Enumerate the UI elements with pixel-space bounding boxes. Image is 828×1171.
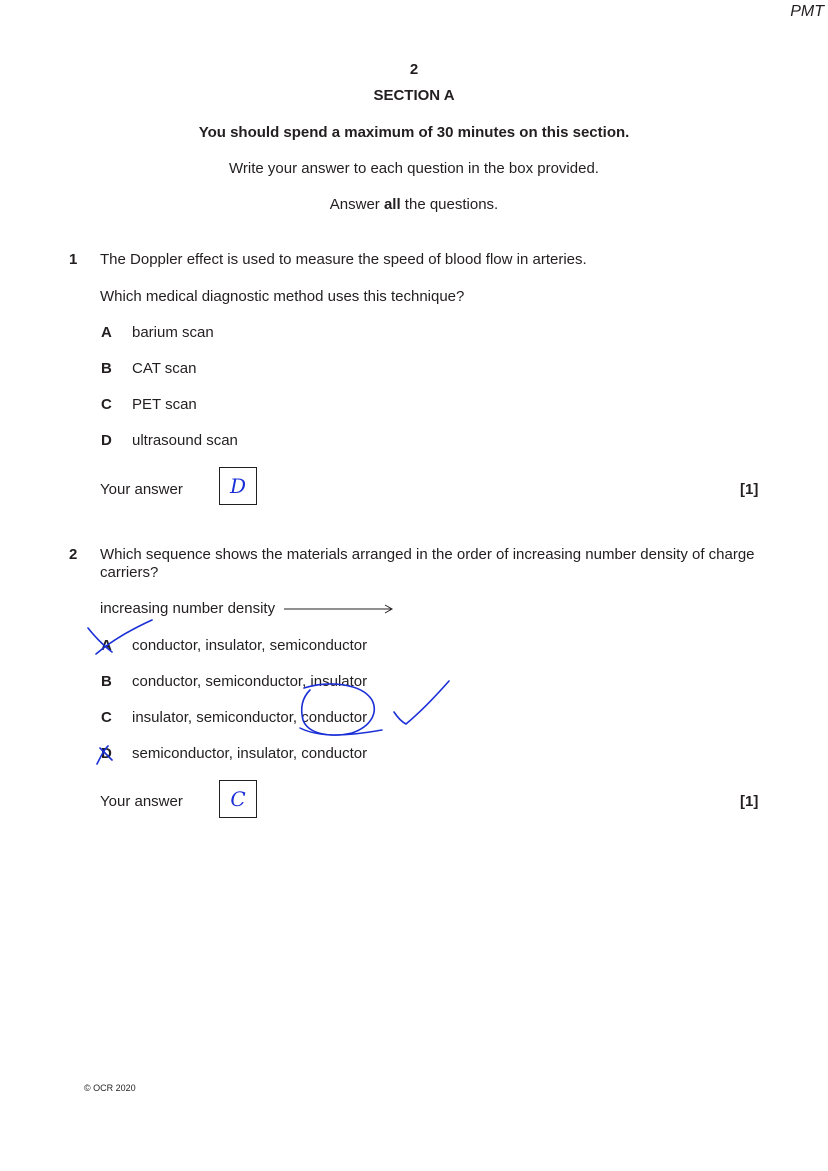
question-2-number: 2	[69, 546, 78, 563]
q2-option-b-text: conductor, semiconductor, insulator	[132, 673, 368, 690]
question-1-stem: The Doppler effect is used to measure the speed of blood flow in arteries.	[100, 251, 587, 268]
answer-all-bold: all	[383, 196, 401, 213]
copyright-footer: © OCR 2020	[84, 1083, 136, 1093]
q1-answer-box[interactable]	[219, 467, 257, 505]
checkmark-icon	[394, 681, 449, 724]
pmt-watermark: PMT	[790, 3, 824, 20]
q1-option-a-letter: A	[101, 324, 112, 341]
answer-all-instruction	[0, 196, 828, 213]
page-number: 2	[409, 61, 419, 78]
q2-option-d-letter: D	[101, 745, 112, 762]
q2-marks: [1]	[740, 793, 759, 810]
q1-option-b-letter: B	[101, 360, 112, 377]
q1-option-c-letter: C	[101, 396, 112, 413]
question-1-prompt: Which medical diagnostic method uses this technique?	[100, 288, 465, 305]
box-instruction: Write your answer to each question in the box provided.	[229, 160, 599, 177]
question-2-stem: Which sequence shows the materials arranged in the order of increasing number density of charge carriers?	[100, 546, 755, 581]
q2-option-a-letter: A	[101, 637, 112, 654]
q2-answer-box[interactable]	[219, 780, 257, 818]
q2-arrow-label: increasing number density	[100, 600, 276, 617]
q2-answer-label: Your answer	[100, 793, 183, 810]
q1-answer-label: Your answer	[100, 481, 183, 498]
underline-conductor-icon	[300, 728, 382, 735]
q2-option-d-text: semiconductor, insulator, conductor	[132, 745, 368, 762]
q2-option-b-letter: B	[101, 673, 112, 690]
q2-option-c-letter: C	[101, 709, 112, 726]
section-title: SECTION A	[373, 87, 455, 104]
q1-option-c-text: PET scan	[132, 396, 197, 413]
q1-option-d-letter: D	[101, 432, 112, 449]
q2-option-c-text: insulator, semiconductor, conductor	[132, 709, 368, 726]
time-instruction: You should spend a maximum of 30 minutes on this section.	[198, 124, 630, 141]
q1-option-b-text: CAT scan	[132, 360, 197, 377]
question-1-number: 1	[69, 251, 78, 268]
q1-option-d-text: ultrasound scan	[132, 432, 238, 449]
q2-option-a-text: conductor, insulator, semiconductor	[132, 637, 368, 654]
q2-handwritten-answer: C	[230, 787, 246, 811]
q1-handwritten-answer: D	[229, 474, 247, 498]
answer-all-pre: Answer	[329, 196, 384, 213]
q1-marks: [1]	[740, 481, 759, 498]
answer-all-post: the questions.	[400, 196, 499, 213]
q1-option-a-text: barium scan	[132, 324, 214, 341]
